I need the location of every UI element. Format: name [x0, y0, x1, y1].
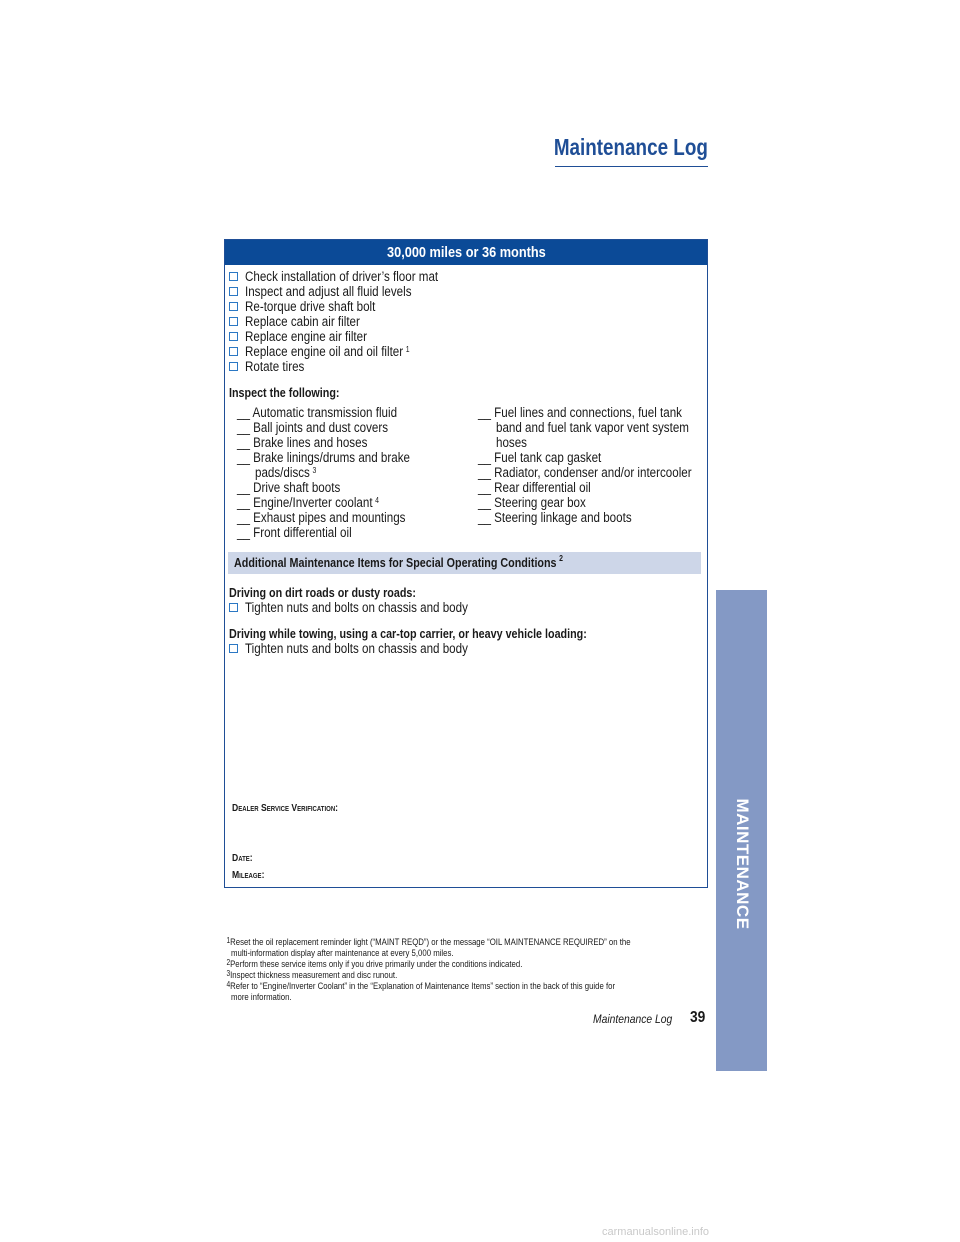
footnote-text: Inspect thickness measurement and disc runout. — [230, 970, 398, 981]
additional-items-heading — [234, 556, 563, 570]
checkbox-engine-oil[interactable] — [229, 347, 238, 356]
footnote-text: Perform these service items only if you drive primarily under the conditions indicated. — [230, 959, 523, 970]
footnote-text: Refer to “Engine/Inverter Coolant” in the “Explanation of Maintenance Items” section in the back of this guide for — [230, 981, 616, 992]
checklist-item: Replace cabin air filter — [245, 314, 360, 329]
condition-item: Tighten nuts and bolts on chassis and body — [245, 641, 468, 656]
mileage-label: Mileage: — [232, 870, 265, 881]
footnote-ref: 1 — [405, 345, 410, 354]
footnote-3 — [224, 970, 397, 981]
footnote-1-cont: multi-information display after maintenance at every 5,000 miles. — [231, 948, 454, 959]
inspect-item: __ Rear differential oil — [478, 480, 591, 495]
footnote-text: Reset the oil replacement reminder light (“MAINT REQD”) or the message “OIL MAINTENANCE REQUIRED” on the — [230, 937, 631, 948]
inspect-item: __ Fuel tank cap gasket — [478, 450, 602, 465]
checklist-item-text: Replace engine oil and oil filter — [245, 344, 404, 359]
inspect-item: __ Brake linings/drums and brake — [237, 450, 410, 465]
inspect-heading: Inspect the following: — [229, 386, 340, 400]
inspect-item: __ Steering linkage and boots — [478, 510, 632, 525]
footnote-number: 3 — [226, 969, 231, 978]
checkbox-fluid-levels[interactable] — [229, 287, 238, 296]
inspect-item: __ Front differential oil — [237, 525, 352, 540]
footnote-number: 4 — [226, 980, 231, 989]
inspect-item-text: __ Engine/Inverter coolant — [237, 495, 373, 510]
inspect-item: __ Automatic transmission fluid — [237, 405, 398, 420]
page-number: 39 — [690, 1009, 706, 1026]
checkbox-tighten-nuts-dusty[interactable] — [229, 603, 238, 612]
checklist-item: Re-torque drive shaft bolt — [245, 299, 376, 314]
inspect-item: __ Exhaust pipes and mountings — [237, 510, 406, 525]
date-label: Date: — [232, 853, 253, 864]
condition-heading-towing: Driving while towing, using a car-top carrier, or heavy vehicle loading: — [229, 627, 587, 641]
title-rule — [555, 166, 708, 167]
additional-items-band — [228, 552, 701, 574]
inspect-item — [255, 465, 316, 480]
interval-label: 30,000 miles or 36 months — [386, 244, 546, 261]
inspect-item: __ Radiator, condenser and/or intercooler — [478, 465, 692, 480]
dealer-verification-label: Dealer Service Verification: — [232, 803, 339, 814]
footnote-4 — [224, 981, 615, 992]
checklist-item: Inspect and adjust all fluid levels — [245, 284, 412, 299]
inspect-item-text: pads/discs — [255, 465, 310, 480]
footnote-ref: 3 — [312, 466, 317, 475]
footnote-2 — [224, 959, 522, 970]
condition-item: Tighten nuts and bolts on chassis and body — [245, 600, 468, 615]
checkbox-engine-air-filter[interactable] — [229, 332, 238, 341]
footnote-ref: 2 — [559, 554, 563, 563]
page-title: Maintenance Log — [553, 134, 708, 160]
inspect-item: __ Ball joints and dust covers — [237, 420, 389, 435]
inspect-item: hoses — [496, 435, 527, 450]
interval-header — [225, 240, 707, 265]
inspect-item: __ Fuel lines and connections, fuel tank — [478, 405, 682, 420]
inspect-item — [237, 495, 379, 510]
inspect-item: __ Drive shaft boots — [237, 480, 341, 495]
checkbox-tighten-nuts-towing[interactable] — [229, 644, 238, 653]
inspect-item: band and fuel tank vapor vent system — [496, 420, 689, 435]
footnote-number: 2 — [226, 958, 231, 967]
checklist-item: Check installation of driver’s floor mat — [245, 269, 439, 284]
checklist-item — [245, 344, 410, 359]
footnote-ref: 4 — [375, 496, 379, 505]
folio-label: Maintenance Log — [593, 1012, 673, 1026]
additional-items-heading-text: Additional Maintenance Items for Special Operating Conditions — [234, 556, 557, 570]
checklist-item: Rotate tires — [245, 359, 305, 374]
inspect-item: __ Steering gear box — [478, 495, 586, 510]
checkbox-floor-mat[interactable] — [229, 272, 238, 281]
watermark: carmanualsonline.info — [602, 1226, 710, 1238]
checklist-item: Replace engine air filter — [245, 329, 367, 344]
checkbox-cabin-air-filter[interactable] — [229, 317, 238, 326]
section-side-tab-label — [716, 590, 767, 1071]
inspect-item: __ Brake lines and hoses — [237, 435, 368, 450]
footnote-4-cont: more information. — [231, 992, 292, 1003]
checkbox-drive-shaft-bolt[interactable] — [229, 302, 238, 311]
footnote-1 — [224, 937, 631, 948]
checkbox-rotate-tires[interactable] — [229, 362, 238, 371]
footnote-number: 1 — [226, 936, 231, 945]
condition-heading-dusty-roads: Driving on dirt roads or dusty roads: — [229, 586, 416, 600]
section-side-tab-text: MAINTENANCE — [732, 798, 752, 930]
